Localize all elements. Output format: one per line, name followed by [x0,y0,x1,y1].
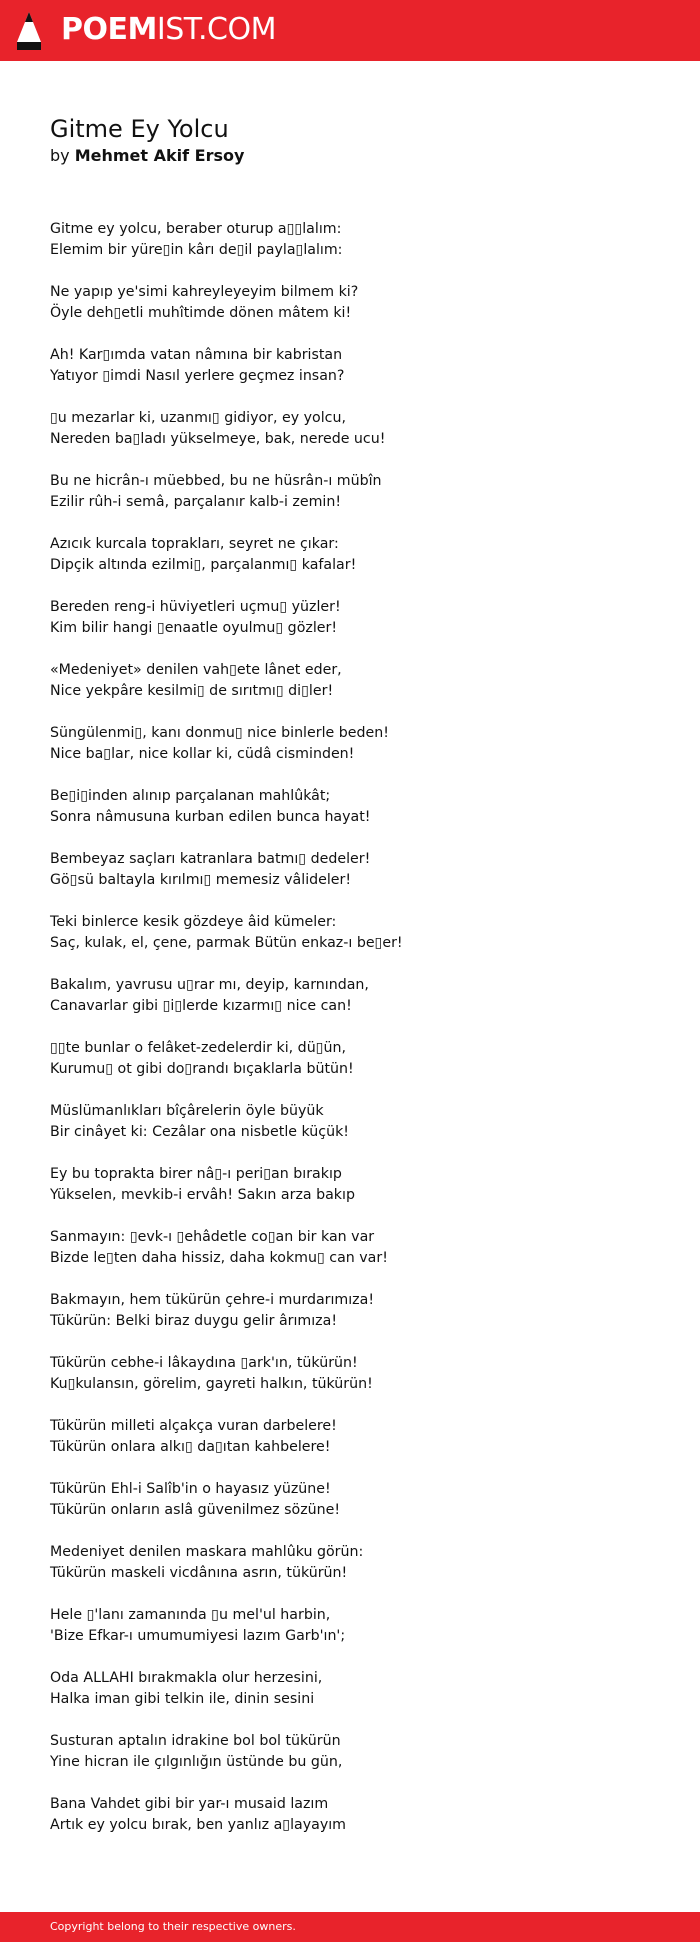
byline-prefix: by [50,146,70,165]
poem-line: Tükürün Ehl-i Salîb'in o hayasız yüzüne! [50,1481,331,1497]
poem-line: Be▯i▯inden alınıp parçalanan mahlûkât; [50,788,331,804]
poem-line: Ey bu toprakta birer nâ▯-ı peri▯an bırakıp [50,1166,342,1182]
poem-stanza [50,1101,650,1143]
poem-line: Gö▯sü baltayla kırılmı▯ memesiz vâlideler! [50,872,352,888]
poem-byline [50,146,650,166]
poem-stanza [50,723,650,765]
poem-line: Sanmayın: ▯evk-ı ▯ehâdetle co▯an bir kan var [50,1229,375,1245]
poem-body [50,219,650,1857]
poem-stanza [50,1668,650,1710]
poem-line: Hele ▯'lanı zamanında ▯u mel'ul harbin, [50,1607,331,1623]
poem-heading [50,114,650,166]
poem-stanza [50,1479,650,1521]
poem-line: Bakalım, yavrusu u▯rar mı, deyip, karnından, [50,977,369,993]
copyright-text: Copyright belong to their respective owners. [50,1920,296,1933]
poem-line: Nice yekpâre kesilmi▯ de sırıtmı▯ di▯ler! [50,683,334,699]
poem-line: Gitme ey yolcu, beraber oturup a▯▯lalım: [50,221,342,237]
poem-line: Bereden reng-i hüviyetleri uçmu▯ yüzler! [50,599,341,615]
poem-line: Süngülenmi▯, kanı donmu▯ nice binlerle beden! [50,725,389,741]
poem-stanza [50,1605,650,1647]
poem-stanza [50,597,650,639]
poem-line: Yükselen, mevkib-i ervâh! Sakın arza bakıp [50,1187,355,1203]
poem-line: Bana Vahdet gibi bir yar-ı musaid lazım [50,1796,329,1812]
site-logo-text [61,12,276,48]
poem-line: Tükürün cebhe-i lâkaydına ▯ark'ın, tükürün! [50,1355,358,1371]
poem-stanza [50,1227,650,1269]
poem-line: Yine hicran ile çılgınlığın üstünde bu gün, [50,1754,343,1770]
poem-line: Teki binlerce kesik gözdeye âid kümeler: [50,914,337,930]
poem-line: Bembeyaz saçları katranlara batmı▯ dedeler! [50,851,371,867]
poem-line: Ku▯kulansın, görelim, gayreti halkın, tükürün! [50,1376,373,1392]
poem-stanza [50,1542,650,1584]
poem-line: Tükürün onlara alkı▯ da▯ıtan kahbelere! [50,1439,331,1455]
poem-stanza [50,975,650,1017]
poem-line: Artık ey yolcu bırak, ben yanlız a▯layayım [50,1817,346,1833]
poem-stanza [50,1731,650,1773]
poem-line: Medeniyet denilen maskara mahlûku görün: [50,1544,364,1560]
poem-stanza [50,1038,650,1080]
poem-line: Tükürün onların aslâ güvenilmez sözüne! [50,1502,341,1518]
poem-line: Elemim bir yüre▯in kârı de▯il payla▯lalım: [50,242,343,258]
poem-stanza [50,1290,650,1332]
poem-line: Susturan aptalın idrakine bol bol tükürün [50,1733,341,1749]
logo-text-light: IST.COM [156,12,276,47]
poem-line: Halka iman gibi telkin ile, dinin sesini [50,1691,315,1707]
poem-line: Ah! Kar▯ımda vatan nâmına bir kabristan [50,347,343,363]
logo-text-bold: POEM [61,12,157,47]
poem-line: Bakmayın, hem tükürün çehre-i murdarımıza! [50,1292,375,1308]
poem-stanza [50,1353,650,1395]
poem-stanza [50,1164,650,1206]
poem-line: Bir cinâyet ki: Cezâlar ona nisbetle küçük! [50,1124,349,1140]
poem-stanza [50,534,650,576]
poem-title: Gitme Ey Yolcu [50,115,229,143]
poem-line: Bizde le▯ten daha hissiz, daha kokmu▯ can var! [50,1250,388,1266]
poem-line: ▯▯te bunlar o felâket-zedelerdir ki, dü▯ün, [50,1040,346,1056]
poem-line: Tükürün milleti alçakça vuran darbelere! [50,1418,337,1434]
poem-line: Ne yapıp ye'simi kahreyleyeyim bilmem ki? [50,284,359,300]
poem-stanza [50,282,650,324]
site-footer [0,1912,700,1942]
poem-stanza [50,408,650,450]
poem-stanza [50,660,650,702]
author-link[interactable]: Mehmet Akif Ersoy [74,146,245,165]
poem-line: Azıcık kurcala toprakları, seyret ne çıkar: [50,536,339,552]
poem-line: Ezilir rûh-i semâ, parçalanır kalb-i zemin! [50,494,342,510]
poem-line: Saç, kulak, el, çene, parmak Bütün enkaz-ı be▯er! [50,935,403,951]
site-header [0,0,700,61]
poem-stanza [50,1794,650,1836]
poem-stanza [50,786,650,828]
poem-line: Bu ne hicrân-ı müebbed, bu ne hüsrân-ı mübîn [50,473,382,489]
poem-stanza [50,471,650,513]
poem-line: Yatıyor ▯imdi Nasıl yerlere geçmez insan? [50,368,345,384]
poem-line: Kurumu▯ ot gibi do▯randı bıçaklarla bütün! [50,1061,354,1077]
poem-line: Nereden ba▯ladı yükselmeye, bak, nerede ucu! [50,431,386,447]
poem-line: Dipçik altında ezilmi▯, parçalanmı▯ kafalar! [50,557,357,573]
poem-stanza [50,345,650,387]
poem-line: Nice ba▯lar, nice kollar ki, cüdâ cisminden! [50,746,355,762]
poem-line: Canavarlar gibi ▯i▯lerde kızarmı▯ nice can! [50,998,352,1014]
poem-line: Tükürün maskeli vicdânına asrın, tükürün! [50,1565,348,1581]
poem-stanza [50,1416,650,1458]
poem-stanza [50,912,650,954]
poem-line: «Medeniyet» denilen vah▯ete lânet eder, [50,662,342,678]
poem-line: Müslümanlıkları bîçârelerin öyle büyük [50,1103,324,1119]
poem-line: 'Bize Efkar-ı umumumiyesi lazım Garb'ın'; [50,1628,346,1644]
poem-line: Sonra nâmusuna kurban edilen bunca hayat! [50,809,371,825]
poem-line: Oda ALLAHI bırakmakla olur herzesini, [50,1670,323,1686]
poem-line: ▯u mezarlar ki, uzanmı▯ gidiyor, ey yolcu, [50,410,346,426]
poem-stanza [50,219,650,261]
poem-stanza [50,849,650,891]
poem-line: Tükürün: Belki biraz duygu gelir ârımıza! [50,1313,338,1329]
pencil-tip-icon [16,11,42,51]
poem-line: Öyle deh▯etli muhîtimde dönen mâtem ki! [50,305,352,321]
poem-line: Kim bilir hangi ▯enaatle oyulmu▯ gözler! [50,620,338,636]
